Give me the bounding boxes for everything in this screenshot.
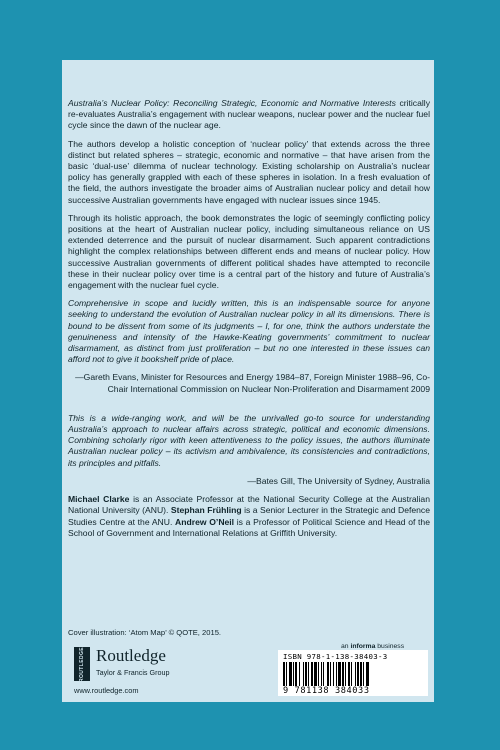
routledge-logo-icon [74,647,90,681]
barcode-number: 9 781138 384033 [283,686,370,696]
intro-text: critically re-evaluates Australia’s engagement with nuclear weapons, nuclear power and the nuclear fuel cycle since the dawn of the nuclear age. [68,98,430,131]
book-title: Australia’s Nuclear Policy: Reconciling Strategic, Economic and Normative Interests [68,98,396,108]
author-bio-3: is a Professor of Political Science and Head of the School of Government and International Relations at Griffith University. [68,516,430,538]
barcode-stripe [366,662,369,686]
cover-illustration-credit: Cover illustration: ‘Atom Map’ © QOTE, 2015. [68,628,222,637]
publisher-name: Routledge [96,646,166,665]
author-name-2: Stephan Frühling [170,505,242,516]
barcode-stripe [286,662,287,686]
barcode-stripe [336,662,337,686]
tagline-informa: informa [350,643,376,650]
barcode-stripe [321,662,322,686]
barcode-stripe [314,662,317,686]
isbn-label: ISBN 978-1-138-38403-3 [283,652,388,661]
barcode-stripe [357,662,359,686]
description-paragraph-1: The authors develop a holistic conception of ‘nuclear policy’ that extends across the three distinct but related spheres – strategic, economic and normative – that have arisen from the basic ‘dual-use’ dilemma of nuclear technology. Existing scholarship on Australia’s nuclear policy has generally grappled with each of these spheres in isolation. In a fresh evaluation of the field, the authors investigate the broader aims of Australian nuclear policy and detail how successive Australian governments have engaged with nuclear issues since 1945. [68,138,430,205]
barcode-stripe [338,662,341,686]
barcode-stripe [305,662,307,686]
barcode-stripe [348,662,350,686]
barcode-stripe [323,662,324,686]
barcode-stripe [333,662,334,686]
barcode-stripe [293,662,294,686]
barcode-bars [283,662,423,686]
author-bio-2: is a Senior Lecturer in the Strategic and Defence Studies Centre at the ANU. [68,505,430,527]
tagline-prefix: an [341,643,351,650]
publisher-group: Taylor & Francis Group [96,668,170,677]
barcode-stripe [289,662,292,686]
barcode-stripe [363,662,364,686]
description-paragraph-2: Through its holistic approach, the book demonstrates the logic of seemingly conflicting policy positions at the heart of Australian nuclear policy, including simultaneous reliance on US extended deterrence and the pursuit of nuclear disarmament. Such apparent contradictions highlight the complex relationships between different ends and means of nuclear policy. How successive Australian governments of different political shades have attempted to reconcile these in their nuclear policy over time is a central part of the history and future of Australia’s engagement with the nuclear fuel cycle. [68,212,430,291]
barcode-stripe [342,662,344,686]
author-name-1: Michael Clarke [68,494,130,505]
barcode-stripe [351,662,352,686]
author-bios [68,494,430,539]
tagline-suffix: business [375,643,405,650]
barcode-stripe [327,662,329,686]
author-name-3: Andrew O’Neil [175,516,235,527]
endorsement-attribution-2: —Bates Gill, The University of Sydney, Australia [247,475,430,486]
endorsement-attribution-1: —Gareth Evans, Minister for Resources and Energy 1984–87, Foreign Minister 1988–96, Co-Chair International Commission on Nuclear Non-Proliferation and Disarmament 2009 [75,372,430,394]
back-cover-text [68,98,430,546]
barcode-stripe [303,662,304,686]
endorsement-quote-2: This is a wide-ranging work, and will be the unrivalled go-to source for understanding Australia’s approach to nuclear affairs across strategic, political and economic dimensions. Combining scholarly rigor with keen attentiveness to the policy issues, the authors illuminate Australian nuclear policy – its activism and ambivalence, its consistencies and contradictions, its principles and pitfalls. [68,412,430,468]
barcode-stripe [308,662,309,686]
barcode-stripe [318,662,319,686]
barcode-stripe [355,662,356,686]
barcode-stripe [345,662,346,686]
barcode-stripe [295,662,297,686]
author-bio-1: is an Associate Professor at the National Security College at the Australian National University (ANU). [68,494,430,516]
intro-paragraph [68,98,430,132]
barcode-stripe [330,662,331,686]
endorsement-quote-1: Comprehensive in scope and lucidly written, this is an indispensable source for anyone seeking to understand the evolution of Australian nuclear policy in all its dimensions. There is bound to be dissent from some of its judgments – I, for one, think the authors understate the genuineness and intensity of the Hawke-Keating governments’ commitment to nuclear disarmament, as distinct from just proliferation – but no one interested in these issues can afford not to give it bookshelf pride of place. [68,298,430,365]
logo-mark-text: ROUTLEDGE [79,646,85,682]
barcode-stripe [360,662,362,686]
barcode-stripe [283,662,285,686]
publisher-website: www.routledge.com [74,686,139,695]
informa-tagline [341,643,404,650]
barcode-stripe [311,662,313,686]
barcode-stripe [299,662,300,686]
